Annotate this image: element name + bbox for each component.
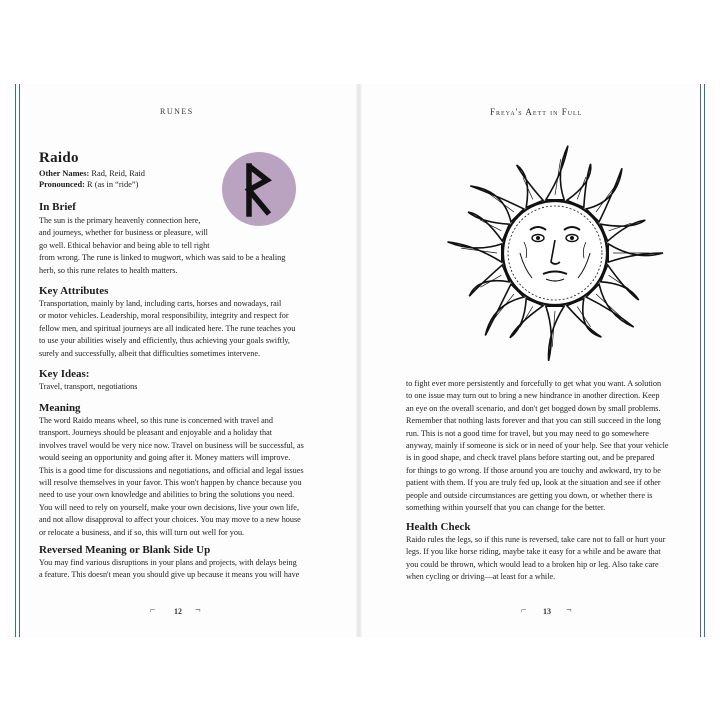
sun-ray bbox=[510, 299, 543, 338]
folio-flourish-right-icon: ¬ bbox=[195, 605, 201, 616]
pronounced-value: R (as in “ride”) bbox=[87, 180, 139, 189]
in-brief-line: and journeys, whether for business or pleasure, will bbox=[39, 228, 208, 238]
meaning-heading: Meaning bbox=[39, 402, 81, 414]
sun-ray-hatch bbox=[485, 190, 514, 212]
continued-line: for things to go wrong. If those around you are touchy and awkward, try to be bbox=[406, 465, 661, 475]
folio-right: 13 bbox=[543, 607, 551, 616]
health-line: legs. If you like horse riding, maybe take it easy for a while and be aware that bbox=[406, 547, 661, 557]
key-attributes-line: or motor vehicles. Leadership, moral responsibility, integrity and respect for bbox=[39, 311, 289, 321]
running-head-right: Freya's Aett in Full bbox=[490, 107, 583, 117]
sun-ray bbox=[567, 164, 591, 207]
other-names-value: Rad, Reid, Raid bbox=[91, 169, 145, 178]
key-ideas-heading: Key Ideas: bbox=[39, 368, 90, 380]
sun-ray-hatch bbox=[596, 294, 622, 318]
continued-line: run. This is not a good time for travel, but you may need to go somewhere bbox=[406, 428, 649, 438]
meaning-line: involves travel would be very nice now. Travel on business will be successful, as bbox=[39, 440, 304, 450]
continued-line: anyway, mainly if someone is sick or in need of your help. See that your vehicle bbox=[406, 441, 669, 451]
key-attributes-line: Transportation, mainly by land, including carts, horses and nowadays, rail bbox=[39, 299, 282, 308]
sun-face-illustration bbox=[440, 138, 670, 368]
left-margin-rule-outer bbox=[15, 84, 16, 637]
continued-line: Remember that nothing lasts forever and that you can still succeed in the long bbox=[406, 416, 661, 426]
continued-line: is in good shape, and check travel plans before starting out, and be prepared bbox=[406, 453, 655, 463]
book-spine bbox=[356, 84, 362, 637]
health-line: you could be thrown, which would lead to a broken hip or leg. Also take care bbox=[406, 559, 659, 569]
sun-ray bbox=[517, 165, 543, 207]
reversed-text bbox=[39, 557, 349, 582]
continued-line: patient with them. If you are truly fed up, look at the situation and see if other bbox=[406, 478, 661, 488]
reversed-line: You may find various disruptions in your plans and projects, with delays being bbox=[39, 558, 297, 567]
in-brief-line: herb, so this rune relates to health matters. bbox=[39, 265, 178, 275]
folio-left: 12 bbox=[174, 607, 182, 616]
continued-line: something within yourself that you can change for the better. bbox=[406, 503, 606, 513]
folio-flourish-left-icon: ⌐ bbox=[521, 605, 527, 616]
sun-ray bbox=[586, 168, 622, 222]
left-margin-rule-inner bbox=[19, 84, 20, 637]
meaning-line: would seeing an opportunity and going after it. Money matters will improve. bbox=[39, 453, 291, 463]
in-brief-heading: In Brief bbox=[39, 201, 76, 213]
sun-ray-hatch bbox=[491, 294, 514, 322]
key-attributes-line: surely and successfully, albeit that difficulties sometimes intervene. bbox=[39, 348, 261, 358]
rune-title: Raido bbox=[39, 150, 79, 166]
other-names-label: Other Names: bbox=[39, 169, 90, 178]
other-names-line bbox=[39, 169, 145, 179]
key-ideas-line: Travel, transport, negotiations bbox=[39, 382, 138, 391]
sun-ray-hatch bbox=[596, 183, 617, 212]
meaning-text bbox=[39, 415, 349, 539]
key-attributes-text bbox=[39, 298, 339, 360]
key-attributes-line: to use your abilities wisely and efficiently, thus achieving your goals swiftly, bbox=[39, 336, 290, 346]
reversed-continued-text bbox=[406, 378, 706, 514]
key-ideas-text bbox=[39, 381, 339, 393]
folio-flourish-left-icon: ⌐ bbox=[150, 605, 156, 616]
pronounced-label: Pronounced: bbox=[39, 180, 85, 189]
sun-ray bbox=[586, 284, 633, 327]
in-brief-line: The sun is the primary heavenly connection here, bbox=[39, 216, 201, 225]
meaning-line: or relocate a business, and if so, this will turn out well for you. bbox=[39, 527, 245, 537]
sun-ray bbox=[601, 220, 646, 241]
in-brief-line: from wrong. The rune is linked to mugwort, which was said to be a healing bbox=[39, 253, 286, 263]
meaning-line: You will need to rely on yourself, make your own decisions, live your own life, bbox=[39, 502, 299, 512]
folio-flourish-right-icon: ¬ bbox=[566, 605, 572, 616]
sun-ray bbox=[546, 146, 568, 200]
health-check-heading: Health Check bbox=[406, 521, 471, 533]
in-brief-text bbox=[39, 215, 309, 277]
reversed-line: a feature. This doesn't mean you should give up because it means you will have bbox=[39, 570, 300, 580]
continued-line: an eye on the overall scenario, and don't get bogged down by small problems. bbox=[406, 403, 661, 413]
meaning-line: This is a good time for discussions and negotiations, and official and legal issues bbox=[39, 465, 304, 475]
meaning-line: will resolve themselves in your favor. This won't happen by chance because you bbox=[39, 478, 302, 488]
sun-ray bbox=[567, 299, 601, 337]
meaning-line: need to use your own knowledge and abilities to bring the solutions you need. bbox=[39, 490, 295, 500]
running-head-left: RUNES bbox=[160, 107, 194, 116]
key-attributes-heading: Key Attributes bbox=[39, 285, 109, 297]
continued-line: to one issue may turn out to bring a new hindrance in another direction. Keep bbox=[406, 391, 660, 401]
sun-ray bbox=[468, 212, 509, 241]
meaning-line: The word Raido means wheel, so this rune is concerned with travel and bbox=[39, 416, 273, 425]
sun-ray bbox=[448, 242, 502, 262]
continued-line: to fight ever more persistently and forcefully to get what you want. A solution bbox=[406, 379, 662, 388]
health-check-text bbox=[406, 534, 706, 584]
meaning-line: transport. Journeys should be pleasant and enjoyable and a holiday that bbox=[39, 428, 273, 438]
key-attributes-line: fellow men, and spiritual journeys are all indicated here. The rune teaches you bbox=[39, 323, 296, 333]
continued-line: people and outside circumstances are getting you down, or whether there is bbox=[406, 490, 653, 500]
pronounced-line bbox=[39, 180, 138, 190]
health-line: Raido rules the legs, so if this rune is reversed, take care not to fall or hurt your bbox=[406, 535, 666, 544]
in-brief-line: go well. Ethical behavior and being able to tell right bbox=[39, 240, 210, 250]
meaning-line: and not allow disapproval to affect your choices. You may move to a new house bbox=[39, 515, 301, 525]
health-line: when cycling or driving—at least for a while. bbox=[406, 572, 556, 582]
reversed-heading: Reversed Meaning or Blank Side Up bbox=[39, 544, 211, 556]
sun-ray bbox=[469, 265, 509, 296]
